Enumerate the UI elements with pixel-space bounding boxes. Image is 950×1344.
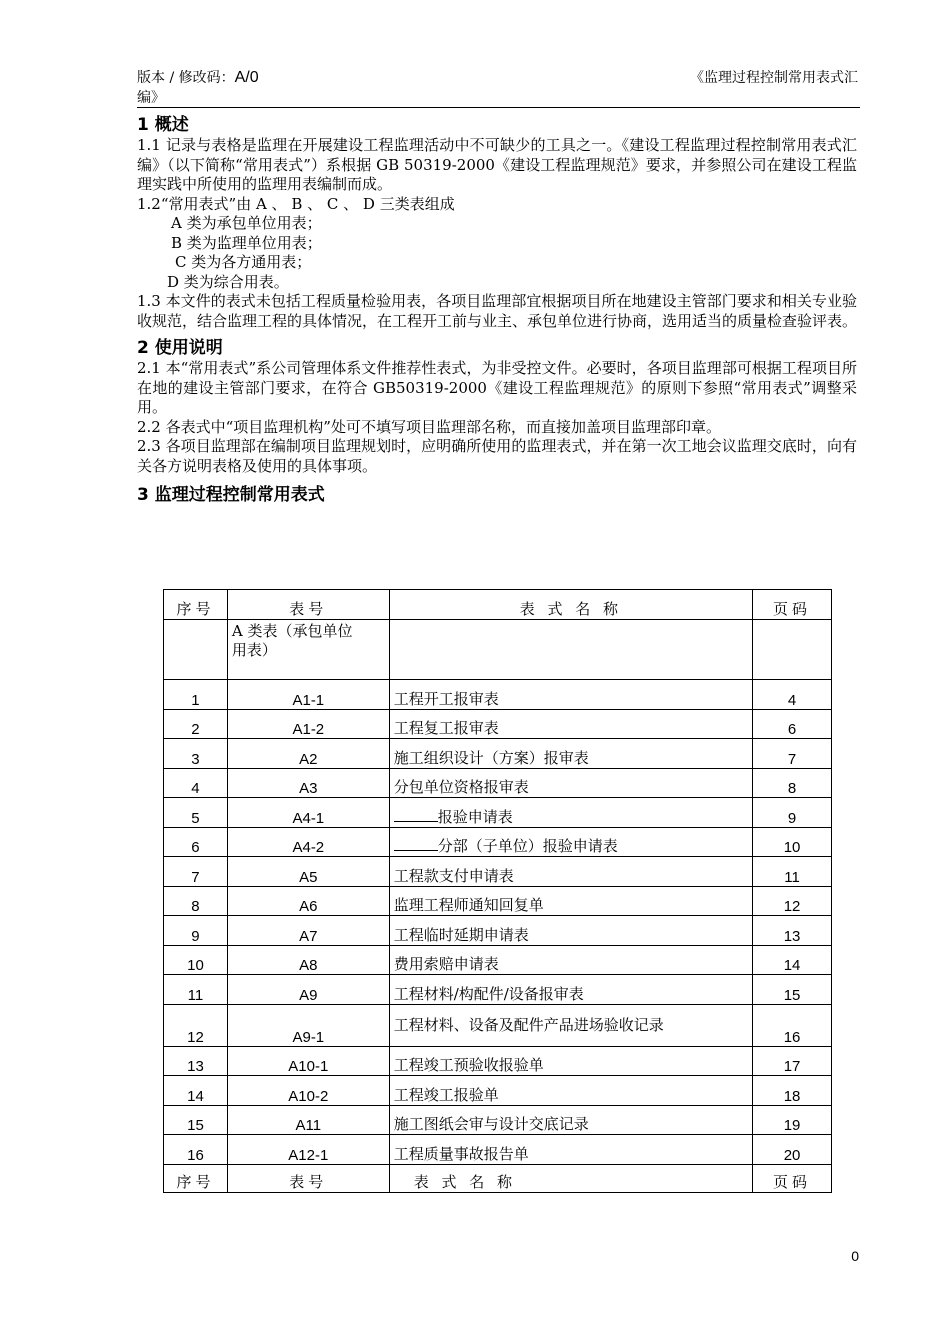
header-no: 序号 — [164, 590, 228, 620]
row-name: 分包单位资格报审表 — [389, 768, 752, 798]
row-name: 工程开工报审表 — [389, 680, 752, 710]
list-item-c: C 类为各方通用表； — [175, 253, 312, 271]
row-code: A4-1 — [227, 798, 389, 828]
row-code: A7 — [227, 916, 389, 946]
row-code: A12-1 — [227, 1135, 389, 1165]
row-page: 18 — [753, 1076, 832, 1106]
table-footer-row — [164, 1164, 832, 1192]
row-no: 4 — [164, 768, 228, 798]
table-row — [164, 739, 832, 769]
row-no: 1 — [164, 680, 228, 710]
header-page: 页码 — [753, 590, 832, 620]
row-no: 5 — [164, 798, 228, 828]
row-no: 10 — [164, 945, 228, 975]
section-3-title: 3 监理过程控制常用表式 — [137, 485, 325, 505]
page-number: 0 — [851, 1248, 859, 1264]
footer-no: 序号 — [164, 1164, 228, 1192]
row-name: 监理工程师通知回复单 — [389, 886, 752, 916]
row-code: A5 — [227, 857, 389, 887]
row-page: 8 — [753, 768, 832, 798]
row-code: A9 — [227, 975, 389, 1005]
row-code: A8 — [227, 945, 389, 975]
row-no: 11 — [164, 975, 228, 1005]
table-row — [164, 1105, 832, 1135]
header-version-prefix: 版本 / 修改码： — [137, 70, 235, 86]
table-row — [164, 857, 832, 887]
group-label: A 类表（承包单位用表） — [227, 620, 389, 680]
row-page: 16 — [753, 1004, 832, 1046]
row-no: 3 — [164, 739, 228, 769]
row-page: 17 — [753, 1046, 832, 1076]
row-code: A1-2 — [227, 709, 389, 739]
row-no: 15 — [164, 1105, 228, 1135]
table-row — [164, 709, 832, 739]
table-header-row — [164, 590, 832, 620]
row-page: 14 — [753, 945, 832, 975]
forms-table — [163, 589, 832, 1193]
row-page: 10 — [753, 827, 832, 857]
row-code: A1-1 — [227, 680, 389, 710]
para-2-3: 2.3 各项目监理部在编制项目监理规划时，应明确所使用的监理表式，并在第一次工地会议监理交底时，向有关各方说明表格及使用的具体事项。 — [137, 437, 857, 475]
row-code: A9-1 — [227, 1004, 389, 1046]
table-group-row — [164, 620, 832, 680]
table-row — [164, 886, 832, 916]
row-name: 工程竣工预验收报验单 — [389, 1046, 752, 1076]
row-page: 6 — [753, 709, 832, 739]
row-name: 工程复工报审表 — [389, 709, 752, 739]
row-page: 12 — [753, 886, 832, 916]
footer-name: 表 式 名 称 — [389, 1164, 752, 1192]
row-page: 19 — [753, 1105, 832, 1135]
row-code: A11 — [227, 1105, 389, 1135]
document-body — [137, 114, 857, 514]
section-1-title: 1 概述 — [137, 115, 189, 135]
table-row — [164, 768, 832, 798]
row-page: 7 — [753, 739, 832, 769]
row-name: 工程竣工报验单 — [389, 1076, 752, 1106]
row-no: 9 — [164, 916, 228, 946]
table-row — [164, 916, 832, 946]
row-page: 9 — [753, 798, 832, 828]
para-2-2: 2.2 各表式中“项目监理机构”处可不填写项目监理部名称，而直接加盖项目监理部印章。 — [137, 417, 721, 436]
row-code: A2 — [227, 739, 389, 769]
row-no: 6 — [164, 827, 228, 857]
table-row — [164, 680, 832, 710]
row-code: A10-1 — [227, 1046, 389, 1076]
para-1-3: 1.3 本文件的表式未包括工程质量检验用表，各项目监理部宜根据项目所在地建设主管部门要求和相关专业验收规范，结合监理工程的具体情况，在工程开工前与业主、承包单位进行协商，选用适当的质量检查验评表。 — [137, 292, 858, 330]
table-row — [164, 945, 832, 975]
row-name: 工程材料/构配件/设备报审表 — [389, 975, 752, 1005]
row-name: 工程质量事故报告单 — [389, 1135, 752, 1165]
list-item-b: B 类为监理单位用表； — [171, 233, 322, 252]
row-name: 分部（子单位）报验申请表 — [389, 827, 752, 857]
row-no: 13 — [164, 1046, 228, 1076]
fill-in-blank — [394, 807, 438, 822]
header-version — [137, 68, 259, 108]
row-page: 4 — [753, 680, 832, 710]
para-1-1: 1.1 记录与表格是监理在开展建设工程监理活动中不可缺少的工具之一。《建设工程监理过程控制常用表式汇编》（以下简称“常用表式”）系根据 GB 50319-2000《建设工程监理规范》要求，并参照公司在建设工程监理实践中所使用的监理用表编制而成。 — [137, 136, 857, 193]
table-row — [164, 975, 832, 1005]
header-name: 表 式 名 称 — [389, 590, 752, 620]
row-page: 20 — [753, 1135, 832, 1165]
row-name: 费用索赔申请表 — [389, 945, 752, 975]
header-doc-title: 《监理过程控制常用表式汇 — [690, 70, 858, 86]
row-name: 施工组织设计（方案）报审表 — [389, 739, 752, 769]
row-page: 15 — [753, 975, 832, 1005]
section-2-title: 2 使用说明 — [137, 338, 223, 358]
table-row — [164, 1135, 832, 1165]
row-no: 8 — [164, 886, 228, 916]
row-code: A4-2 — [227, 827, 389, 857]
row-no: 16 — [164, 1135, 228, 1165]
row-code: A10-2 — [227, 1076, 389, 1106]
row-name: 工程款支付申请表 — [389, 857, 752, 887]
row-name: 施工图纸会审与设计交底记录 — [389, 1105, 752, 1135]
row-name: 报验申请表 — [389, 798, 752, 828]
para-2-1: 2.1 本“常用表式”系公司管理体系文件推荐性表式，为非受控文件。必要时，各项目监理部可根据工程项目所在地的建设主管部门要求，在符合 GB50319-2000《建设工程监理规范》的原则下参照“常用表式”调整采用。 — [137, 359, 857, 416]
footer-page: 页码 — [753, 1164, 832, 1192]
table-row — [164, 798, 832, 828]
row-no: 12 — [164, 1004, 228, 1046]
header-title-continuation: 编》 — [137, 90, 165, 106]
header-version-code: A/0 — [234, 69, 259, 86]
row-page: 13 — [753, 916, 832, 946]
para-1-2: 1.2“常用表式”由 A 、 B 、 C 、 D 三类表组成 — [137, 194, 455, 213]
table-row — [164, 1046, 832, 1076]
row-name: 工程临时延期申请表 — [389, 916, 752, 946]
row-code: A3 — [227, 768, 389, 798]
row-name: 工程材料、设备及配件产品进场验收记录 — [389, 1004, 752, 1046]
list-item-a: A 类为承包单位用表； — [171, 214, 322, 232]
row-no: 7 — [164, 857, 228, 887]
header-divider — [137, 107, 860, 108]
table-row — [164, 1076, 832, 1106]
row-page: 11 — [753, 857, 832, 887]
fill-in-blank — [394, 836, 438, 851]
table-row — [164, 1004, 832, 1046]
row-no: 2 — [164, 709, 228, 739]
list-item-d: D 类为综合用表。 — [167, 272, 289, 291]
row-code: A6 — [227, 886, 389, 916]
footer-code: 表号 — [227, 1164, 389, 1192]
table-row — [164, 827, 832, 857]
header-code: 表号 — [227, 590, 389, 620]
row-no: 14 — [164, 1076, 228, 1106]
